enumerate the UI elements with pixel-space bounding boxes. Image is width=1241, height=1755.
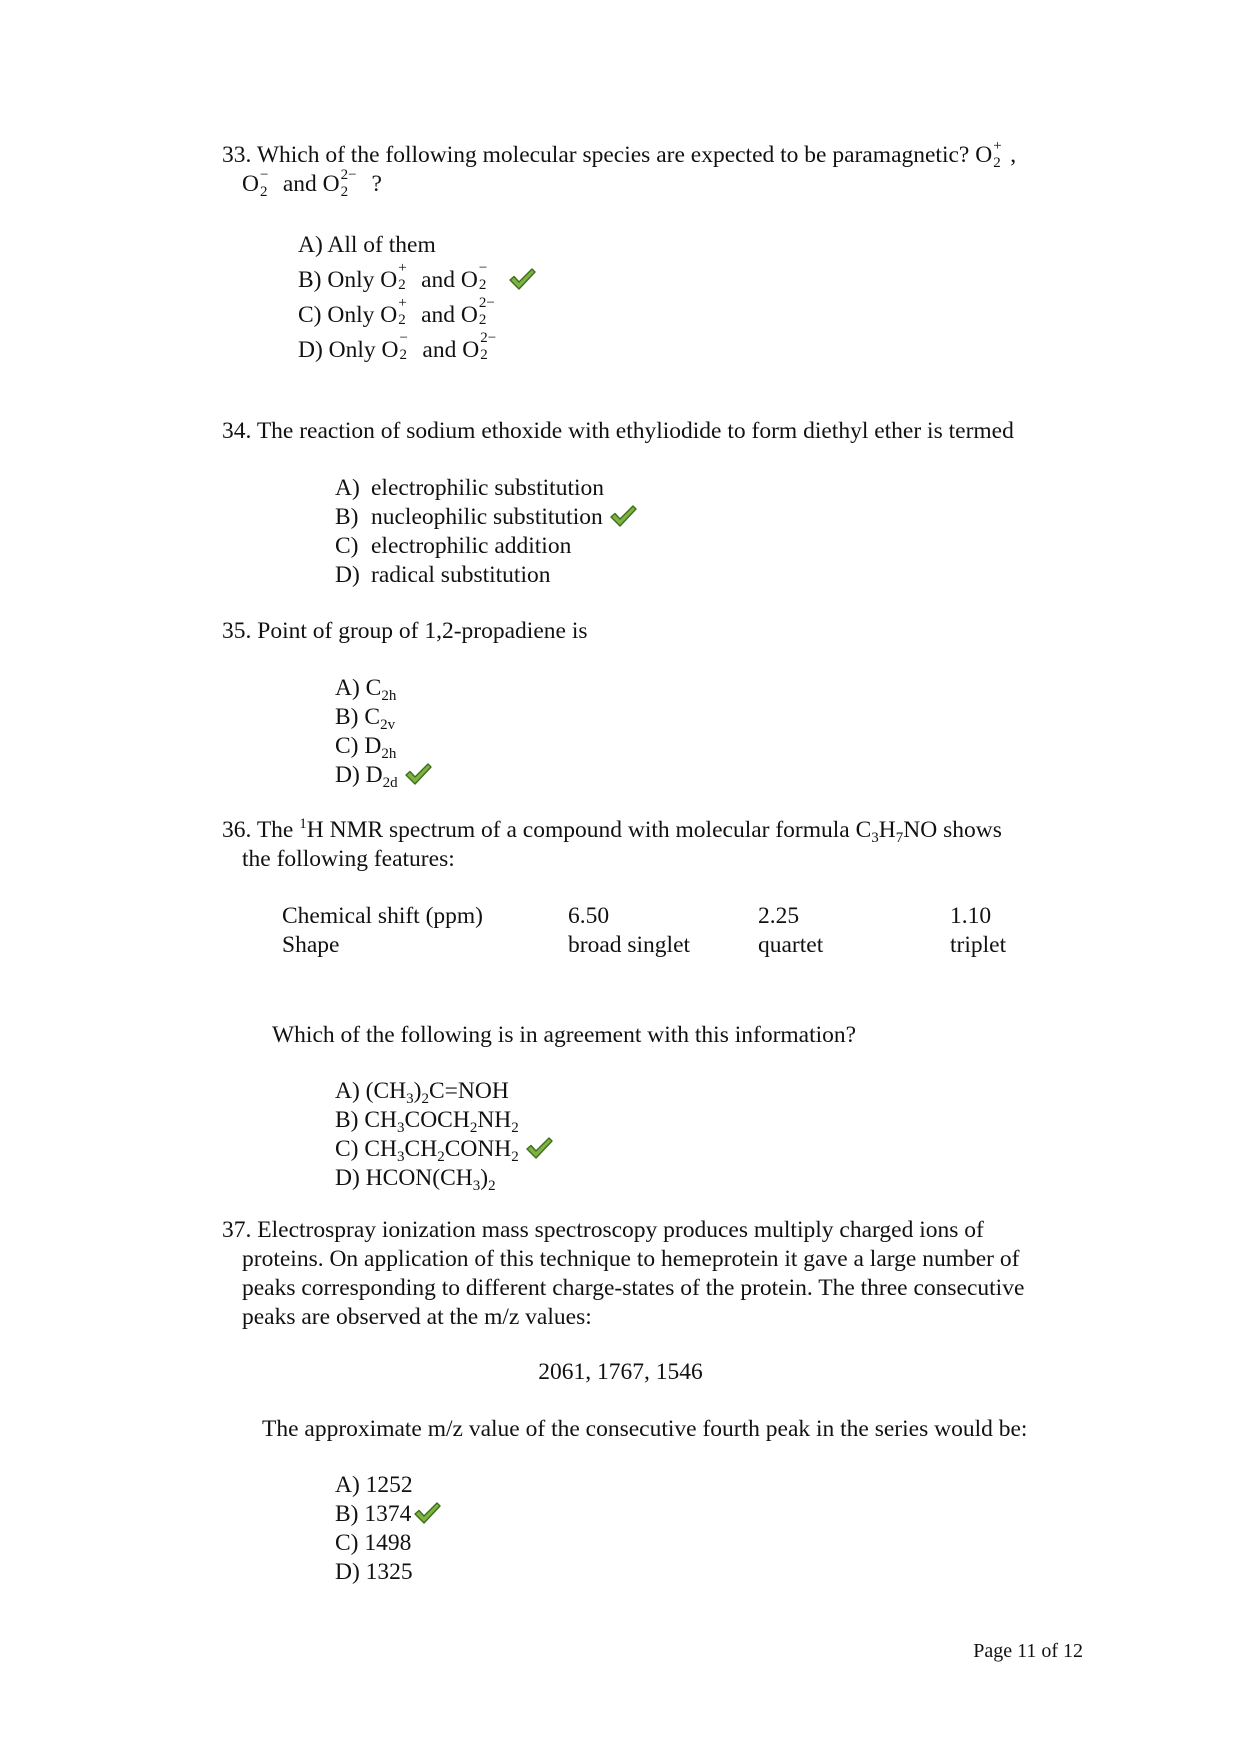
subscript: 3	[472, 1178, 481, 1194]
question-36-prompt	[272, 1021, 856, 1050]
option-a	[335, 474, 637, 503]
option-text: C) D	[335, 733, 382, 759]
option-text: electrophilic substitution	[371, 475, 605, 501]
option-text: B) CH	[335, 1107, 398, 1133]
superscript: +	[398, 295, 407, 311]
superscript: −	[259, 167, 269, 183]
question-36	[222, 816, 1002, 874]
option-text: )	[480, 1165, 489, 1191]
species-base: O	[975, 142, 993, 168]
table-cell: broad singlet	[568, 932, 691, 958]
subscript: 2	[488, 1178, 496, 1194]
option-label: A)	[335, 475, 360, 501]
question-34	[222, 417, 1014, 446]
option-text: A) All of them	[298, 232, 436, 258]
option-c	[335, 732, 432, 761]
question-37-prompt	[262, 1415, 1027, 1444]
question-37-options	[335, 1471, 441, 1587]
subscript: 2	[511, 1149, 519, 1165]
species-scripts	[399, 330, 417, 363]
subscript: 3	[397, 1120, 405, 1136]
table-cell: triplet	[950, 932, 1007, 958]
question-text: proteins. On application of this technique to hemeprotein it gave a large number of	[242, 1246, 1020, 1272]
superscript: +	[993, 138, 1002, 154]
species-base: O	[242, 171, 259, 197]
option-text: D) HCON(CH	[335, 1165, 473, 1191]
page-number-text: Page 11 of 12	[973, 1640, 1083, 1662]
option-c	[335, 1529, 441, 1558]
subscript: 2	[398, 277, 406, 293]
species-scripts	[479, 330, 505, 363]
species-scripts	[397, 260, 415, 293]
superscript: 2−	[340, 167, 357, 183]
subscript: 2	[437, 1149, 445, 1165]
subscript: 3	[397, 1149, 405, 1165]
table-cell: quartet	[758, 932, 824, 958]
question-text: peaks are observed at the m/z values:	[242, 1304, 592, 1330]
question-number: 33.	[222, 142, 252, 168]
species-scripts	[397, 295, 415, 328]
option-text: electrophilic addition	[371, 533, 572, 559]
question-36-line2	[222, 845, 1002, 874]
superscript: 2−	[480, 330, 497, 346]
question-text: peaks corresponding to different charge-states of the protein. The three consecutive	[242, 1275, 1025, 1301]
subscript: 2	[480, 347, 488, 363]
species-scripts	[259, 167, 277, 200]
question-number: 36. The	[222, 817, 294, 843]
question-text: H NMR spectrum of a compound with molecular formula C	[306, 817, 872, 843]
option-text: C) 1498	[335, 1530, 412, 1556]
subscript: 2	[478, 277, 487, 293]
subscript: 2	[398, 312, 406, 328]
subscript: 2h	[381, 746, 397, 762]
question-35	[222, 617, 588, 646]
option-text: D) Only O	[298, 337, 399, 363]
mz-values	[0, 1358, 1241, 1387]
option-text: nucleophilic substitution	[371, 504, 603, 530]
question-text: H	[878, 817, 896, 843]
option-d	[335, 561, 637, 590]
option-b	[335, 703, 432, 732]
option-text: and O	[422, 337, 480, 363]
species-base: O	[322, 171, 340, 197]
option-b	[335, 1106, 553, 1135]
mz-values-text: 2061, 1767, 1546	[538, 1359, 703, 1385]
table-cell: 1.10	[950, 903, 992, 929]
option-text: B) Only O	[298, 267, 398, 293]
subscript: 2	[478, 312, 487, 328]
question-36-options	[335, 1077, 553, 1193]
question-33	[222, 138, 1017, 200]
species-scripts	[992, 138, 1010, 171]
question-37	[222, 1216, 1024, 1332]
option-a	[335, 1077, 553, 1106]
option-text: A) (CH	[335, 1078, 407, 1104]
question-33-line2	[222, 167, 1016, 200]
superscript: 1	[299, 816, 307, 832]
question-text: the following features:	[242, 846, 455, 872]
option-text: and O	[421, 267, 478, 293]
species-scripts	[340, 167, 366, 200]
option-d	[335, 761, 432, 790]
subscript: 2	[469, 1120, 478, 1136]
option-text: D) 1325	[335, 1559, 413, 1585]
option-text: NH	[477, 1107, 512, 1133]
superscript: −	[478, 260, 488, 276]
subscript: 2	[993, 155, 1001, 171]
subscript: 2	[340, 184, 349, 200]
question-34-options	[335, 474, 637, 590]
subscript: 7	[895, 830, 904, 846]
subscript: 2	[511, 1120, 519, 1136]
option-label: D)	[335, 562, 360, 588]
question-text: 37. Electrospray ionization mass spectroscopy produces multiply charged ions of	[222, 1217, 984, 1243]
option-d	[298, 330, 536, 368]
superscript: 2−	[478, 295, 495, 311]
option-d	[335, 1558, 441, 1587]
subscript: 2	[399, 347, 408, 363]
punctuation: ,	[1010, 142, 1017, 168]
question-text: 35. Point of group of 1,2-propadiene is	[222, 618, 588, 644]
option-c	[335, 1135, 553, 1164]
subscript: 2v	[380, 717, 396, 733]
option-b	[298, 260, 536, 298]
option-text: C) Only O	[298, 302, 398, 328]
option-text: B) 1374	[335, 1501, 412, 1527]
species-scripts	[478, 295, 504, 328]
subscript: 2	[421, 1091, 429, 1107]
table-cell: Shape	[282, 932, 340, 958]
option-d	[335, 1164, 553, 1193]
option-b	[335, 1500, 441, 1529]
option-text: radical substitution	[371, 562, 551, 588]
option-text: COCH	[404, 1107, 470, 1133]
option-text: CONH	[444, 1136, 512, 1162]
checkmark-icon	[508, 267, 536, 291]
page-number	[973, 1640, 1083, 1663]
option-text: B) C	[335, 704, 381, 730]
punctuation: ?	[371, 171, 382, 197]
option-text: A) C	[335, 675, 382, 701]
option-text: D) D	[335, 762, 383, 788]
checkmark-icon	[609, 504, 637, 528]
option-text: C) CH	[335, 1136, 398, 1162]
option-text: A) 1252	[335, 1472, 413, 1498]
option-b	[335, 503, 637, 532]
question-text: Which of the following is in agreement with this information?	[272, 1022, 857, 1048]
option-a	[335, 1471, 441, 1500]
option-text: CH	[404, 1136, 438, 1162]
option-a	[335, 674, 432, 703]
question-text: The approximate m/z value of the consecutive fourth peak in the series would be:	[262, 1416, 1028, 1442]
option-a	[298, 228, 536, 263]
option-c	[335, 532, 637, 561]
subscript: 2d	[382, 775, 398, 791]
question-text: NO shows	[903, 817, 1002, 843]
question-33-options	[298, 228, 536, 368]
subscript: 2	[259, 184, 268, 200]
checkmark-icon	[525, 1136, 553, 1160]
table-cell: Chemical shift (ppm)	[282, 903, 484, 929]
question-text: 34. The reaction of sodium ethoxide with ethyliodide to form diethyl ether is termed	[222, 418, 1014, 444]
option-text: C=NOH	[428, 1078, 509, 1104]
subscript: 3	[406, 1091, 414, 1107]
option-text: )	[413, 1078, 422, 1104]
checkmark-icon	[413, 1501, 441, 1525]
species-scripts	[478, 260, 496, 293]
superscript: +	[398, 260, 407, 276]
question-35-options	[335, 674, 432, 790]
table-cell: 2.25	[758, 903, 800, 929]
option-text: and O	[421, 302, 478, 328]
subscript: 3	[871, 830, 879, 846]
conjunction: and	[282, 171, 317, 197]
option-label: B)	[335, 504, 359, 530]
table-cell: 6.50	[568, 903, 610, 929]
option-c	[298, 295, 536, 333]
superscript: −	[399, 330, 408, 346]
question-36-line1	[222, 816, 1002, 845]
checkmark-icon	[404, 762, 432, 786]
question-text: Which of the following molecular species are expected to be paramagnetic?	[256, 142, 970, 168]
subscript: 2h	[381, 688, 397, 704]
option-label: C)	[335, 533, 359, 559]
